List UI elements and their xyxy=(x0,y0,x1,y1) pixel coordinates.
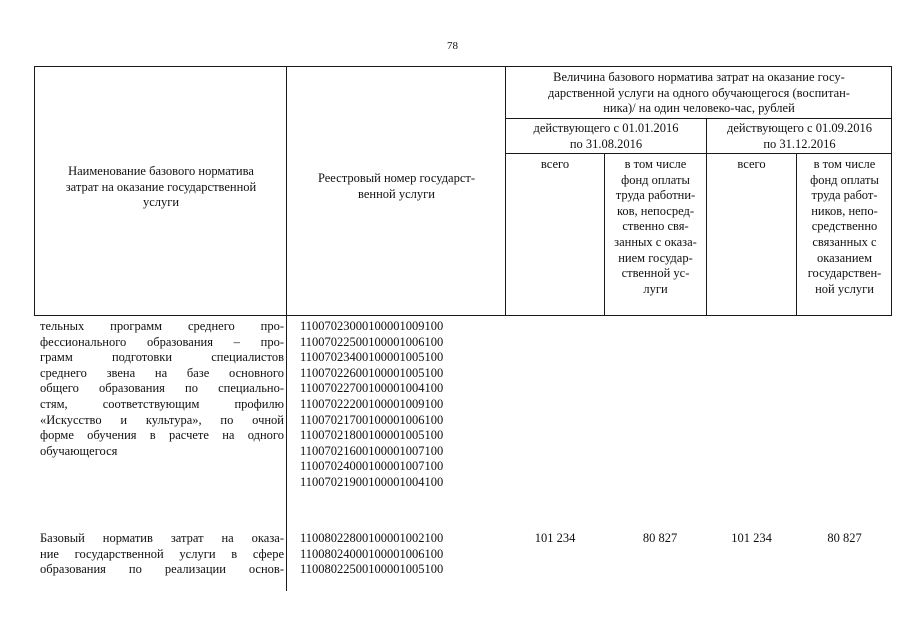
row-2-total-1: 101 234 xyxy=(534,531,576,545)
row-2-total-2: 101 234 xyxy=(731,531,772,545)
header-total-1: всего xyxy=(540,157,570,171)
header-name-column: Наименование базового норматива затрат на оказание государственной услуги xyxy=(65,164,257,210)
row-2-name: Базовый норматив затрат на оказа- ние государственной услуги в сфере образования по реализации основ- xyxy=(40,531,284,577)
row-2-wage-1: 80 827 xyxy=(642,531,678,545)
header-registry-column: Реестровый номер государст- венной услуги xyxy=(317,171,476,201)
page-number: 78 xyxy=(447,40,458,52)
header-period-2: действующего с 01.09.2016 по 31.12.2016 xyxy=(727,121,872,151)
row-2-registry: 11008022800100001002100 11008024000100001006100 11008022500100001005100 xyxy=(300,531,444,577)
header-wage-2: в том числе фонд оплаты труда работ- ников, непо- средственно связанных с оказанием государствен- ной услуги xyxy=(807,157,882,296)
row-2-wage-2: 80 827 xyxy=(827,531,862,545)
header-total-2: всего xyxy=(737,157,766,171)
header-wage-1: в том числе фонд оплаты труда работни- ков, непосред- ственно свя- занных с оказа- нием государ- ственной ус- луги xyxy=(614,157,697,296)
row-1-name: тельных программ среднего про- фессионального образования – про- грамм подготовки специалистов среднего звена на базе основного общего образования по специально- стям, соответствующим профилю «Искусство и культура», по очной форме обучения в расчете на одного обучающегося xyxy=(40,319,284,458)
header-value-group: Величина базового норматива затрат на оказание госу- дарственной услуги на одного обучающегося (воспитан- ника)/ на один человеко-час, рублей xyxy=(548,70,850,116)
header-period-1: действующего с 01.01.2016 по 31.08.2016 xyxy=(533,121,679,151)
row-1-registry: 11007023000100001009100 11007022500100001006100 11007023400100001005100 11007022600100001005100 11007022700100001004100 11007022200100001009100 11007021700100001006100 11007021800100001005100 11007021600100001007100 11007024000100001007100 11007021900100001004100 xyxy=(300,319,444,489)
